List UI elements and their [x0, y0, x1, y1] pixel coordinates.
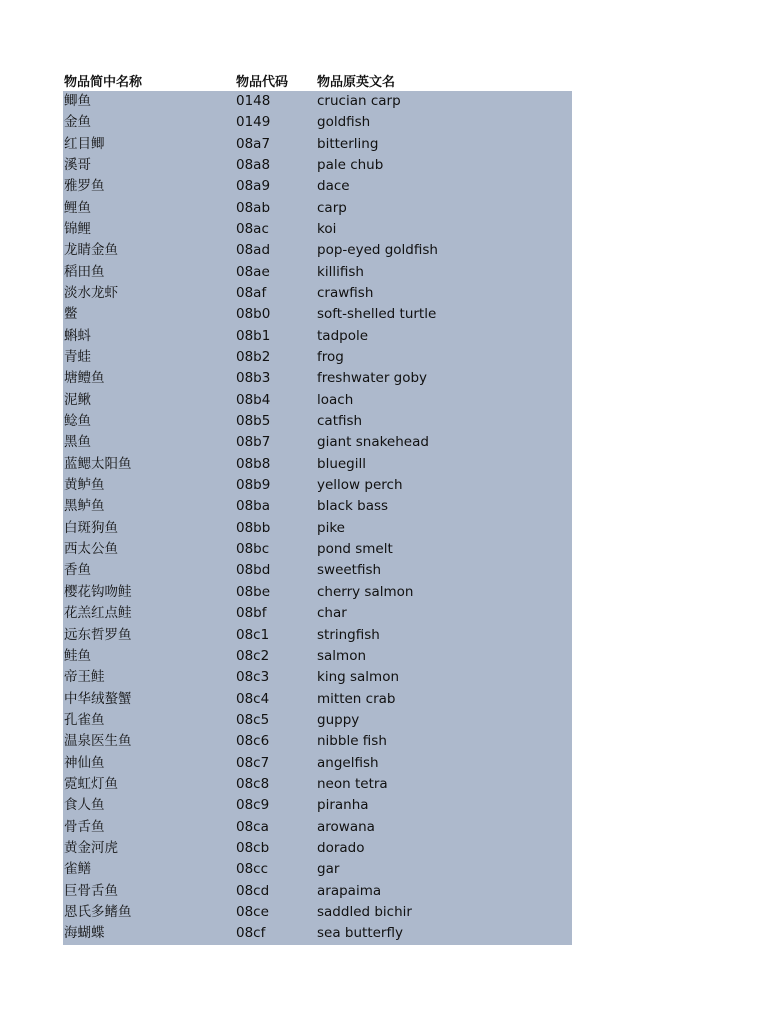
table-row — [63, 433, 572, 454]
cell-chinese-name: 远东哲罗鱼 — [64, 626, 132, 643]
table-row — [63, 240, 572, 261]
table-row — [63, 795, 572, 816]
table-row — [63, 646, 572, 667]
cell-chinese-name: 黄鲈鱼 — [64, 477, 105, 494]
cell-chinese-name: 温泉医生鱼 — [64, 733, 132, 750]
cell-chinese-name: 樱花钩吻鲑 — [64, 583, 132, 600]
cell-item-code: 08c1 — [236, 626, 270, 643]
cell-item-code: 08c6 — [236, 733, 270, 750]
table-row — [63, 411, 572, 432]
cell-english-name: koi — [317, 220, 337, 237]
cell-chinese-name: 西太公鱼 — [64, 541, 118, 558]
cell-chinese-name: 金鱼 — [64, 114, 91, 131]
cell-item-code: 08a7 — [236, 135, 271, 152]
table-row — [63, 390, 572, 411]
header-item-code: 物品代码 — [236, 75, 289, 90]
cell-item-code: 08ac — [236, 220, 269, 237]
cell-english-name: gar — [317, 861, 340, 878]
cell-item-code: 08c2 — [236, 647, 270, 664]
cell-item-code: 08be — [236, 583, 271, 600]
cell-chinese-name: 神仙鱼 — [64, 754, 105, 771]
cell-item-code: 08c8 — [236, 775, 270, 792]
cell-item-code: 08b8 — [236, 455, 271, 472]
cell-english-name: salmon — [317, 647, 367, 664]
cell-item-code: 08b2 — [236, 349, 271, 366]
table-row — [63, 625, 572, 646]
cell-chinese-name: 稻田鱼 — [64, 263, 105, 280]
cell-english-name: char — [317, 605, 347, 622]
cell-chinese-name: 黄金河虎 — [64, 839, 118, 856]
cell-english-name: goldfish — [317, 114, 371, 131]
table-row — [63, 923, 572, 944]
table-row — [63, 710, 572, 731]
cell-item-code: 08ae — [236, 263, 270, 280]
table-row — [63, 667, 572, 688]
cell-item-code: 08b4 — [236, 391, 271, 408]
table-row — [63, 176, 572, 197]
table-row — [63, 475, 572, 496]
cell-english-name: crawfish — [317, 285, 374, 302]
table-row — [63, 603, 572, 624]
cell-chinese-name: 白斑狗鱼 — [64, 519, 118, 536]
cell-chinese-name: 雅罗鱼 — [64, 178, 105, 195]
cell-chinese-name: 花羔红点鲑 — [64, 605, 132, 622]
cell-english-name: pond smelt — [317, 541, 393, 558]
table-row — [63, 497, 572, 518]
cell-english-name: crucian carp — [317, 92, 401, 109]
cell-item-code: 08ba — [236, 498, 271, 515]
cell-english-name: arapaima — [317, 882, 382, 899]
cell-chinese-name: 淡水龙虾 — [64, 285, 118, 302]
table-row — [63, 817, 572, 838]
cell-item-code: 08ca — [236, 818, 269, 835]
cell-item-code: 08bb — [236, 519, 271, 536]
cell-item-code: 08c3 — [236, 669, 270, 686]
table-row — [63, 902, 572, 923]
table-row — [63, 774, 572, 795]
cell-chinese-name: 恩氏多鳍鱼 — [64, 903, 132, 920]
cell-chinese-name: 鲤鱼 — [64, 199, 91, 216]
cell-item-code: 08c4 — [236, 690, 270, 707]
table-row — [63, 582, 572, 603]
cell-item-code: 08b5 — [236, 413, 271, 430]
cell-item-code: 08b0 — [236, 306, 271, 323]
cell-chinese-name: 红目鲫 — [64, 135, 105, 152]
cell-chinese-name: 龙睛金鱼 — [64, 242, 118, 259]
cell-english-name: mitten crab — [317, 690, 396, 707]
cell-english-name: tadpole — [317, 327, 369, 344]
table-row — [63, 112, 572, 133]
cell-english-name: pop-eyed goldfish — [317, 242, 438, 259]
cell-english-name: freshwater goby — [317, 370, 428, 387]
table-row — [63, 262, 572, 283]
cell-english-name: stringfish — [317, 626, 380, 643]
cell-english-name: king salmon — [317, 669, 400, 686]
table-row — [63, 219, 572, 240]
cell-chinese-name: 青蛙 — [64, 349, 91, 366]
cell-chinese-name: 海蝴蝶 — [64, 925, 105, 942]
table-row — [63, 518, 572, 539]
cell-english-name: black bass — [317, 498, 389, 515]
cell-english-name: pike — [317, 519, 345, 536]
cell-english-name: frog — [317, 349, 344, 366]
cell-chinese-name: 骨舌鱼 — [64, 818, 105, 835]
cell-english-name: catfish — [317, 413, 363, 430]
cell-item-code: 08a9 — [236, 178, 271, 195]
cell-chinese-name: 蝌蚪 — [64, 327, 91, 344]
cell-english-name: dace — [317, 178, 350, 195]
cell-item-code: 08af — [236, 285, 267, 302]
cell-chinese-name: 鲫鱼 — [64, 92, 91, 109]
cell-english-name: dorado — [317, 839, 365, 856]
table-row — [63, 155, 572, 176]
cell-item-code: 08cf — [236, 925, 266, 942]
cell-english-name: neon tetra — [317, 775, 388, 792]
table-body — [63, 91, 572, 945]
table-header — [63, 70, 572, 91]
cell-chinese-name: 孔雀鱼 — [64, 711, 105, 728]
cell-english-name: angelfish — [317, 754, 379, 771]
cell-english-name: killifish — [317, 263, 364, 280]
table-row — [63, 326, 572, 347]
cell-english-name: piranha — [317, 797, 369, 814]
table-row — [63, 283, 572, 304]
cell-item-code: 08ab — [236, 199, 271, 216]
cell-item-code: 08ad — [236, 242, 271, 259]
cell-item-code: 08bc — [236, 541, 270, 558]
table-row — [63, 838, 572, 859]
cell-english-name: cherry salmon — [317, 583, 414, 600]
cell-english-name: bitterling — [317, 135, 379, 152]
cell-item-code: 08b3 — [236, 370, 271, 387]
cell-item-code: 08bf — [236, 605, 267, 622]
table-row — [63, 134, 572, 155]
cell-item-code: 08cc — [236, 861, 269, 878]
cell-chinese-name: 鲑鱼 — [64, 647, 91, 664]
cell-chinese-name: 巨骨舌鱼 — [64, 882, 118, 899]
cell-chinese-name: 霓虹灯鱼 — [64, 775, 118, 792]
cell-english-name: sweetfish — [317, 562, 382, 579]
table-row — [63, 561, 572, 582]
cell-english-name: carp — [317, 199, 347, 216]
table-row — [63, 689, 572, 710]
cell-chinese-name: 黑鱼 — [64, 434, 91, 451]
table-row — [63, 198, 572, 219]
cell-chinese-name: 雀鳝 — [64, 861, 91, 878]
cell-chinese-name: 蓝鳃太阳鱼 — [64, 455, 132, 472]
cell-chinese-name: 中华绒螯蟹 — [64, 690, 132, 707]
cell-chinese-name: 黑鲈鱼 — [64, 498, 105, 515]
cell-english-name: nibble fish — [317, 733, 387, 750]
table-row — [63, 881, 572, 902]
cell-english-name: bluegill — [317, 455, 367, 472]
cell-english-name: sea butterfly — [317, 925, 403, 942]
cell-item-code: 08b1 — [236, 327, 271, 344]
cell-item-code: 08ce — [236, 903, 269, 920]
table-row — [63, 731, 572, 752]
cell-chinese-name: 锦鲤 — [64, 220, 91, 237]
cell-english-name: loach — [317, 391, 354, 408]
cell-item-code: 08cb — [236, 839, 270, 856]
cell-chinese-name: 鳖 — [64, 306, 78, 323]
cell-chinese-name: 帝王鲑 — [64, 669, 105, 686]
cell-english-name: pale chub — [317, 156, 384, 173]
table-row — [63, 368, 572, 389]
cell-english-name: soft-shelled turtle — [317, 306, 437, 323]
table-row — [63, 753, 572, 774]
cell-item-code: 08c7 — [236, 754, 270, 771]
cell-item-code: 08b9 — [236, 477, 271, 494]
table-row — [63, 91, 572, 112]
cell-item-code: 0149 — [236, 114, 271, 131]
cell-chinese-name: 香鱼 — [64, 562, 91, 579]
cell-chinese-name: 食人鱼 — [64, 797, 105, 814]
cell-english-name: saddled bichir — [317, 903, 412, 920]
cell-english-name: giant snakehead — [317, 434, 429, 451]
table-row — [63, 454, 572, 475]
cell-item-code: 08bd — [236, 562, 271, 579]
header-chinese-name: 物品简中名称 — [64, 75, 143, 90]
cell-item-code: 0148 — [236, 92, 271, 109]
item-table — [63, 70, 572, 945]
table-row — [63, 539, 572, 560]
cell-item-code: 08a8 — [236, 156, 271, 173]
cell-chinese-name: 泥鳅 — [64, 391, 91, 408]
cell-english-name: arowana — [317, 818, 375, 835]
cell-item-code: 08b7 — [236, 434, 271, 451]
cell-item-code: 08cd — [236, 882, 270, 899]
cell-english-name: yellow perch — [317, 477, 403, 494]
cell-item-code: 08c9 — [236, 797, 270, 814]
table-row — [63, 347, 572, 368]
header-english-name: 物品原英文名 — [317, 75, 396, 90]
table-row — [63, 859, 572, 880]
table-row — [63, 304, 572, 325]
cell-chinese-name: 鲶鱼 — [64, 413, 91, 430]
cell-chinese-name: 溪哥 — [64, 156, 91, 173]
cell-english-name: guppy — [317, 711, 360, 728]
cell-item-code: 08c5 — [236, 711, 270, 728]
cell-chinese-name: 塘鳢鱼 — [64, 370, 105, 387]
